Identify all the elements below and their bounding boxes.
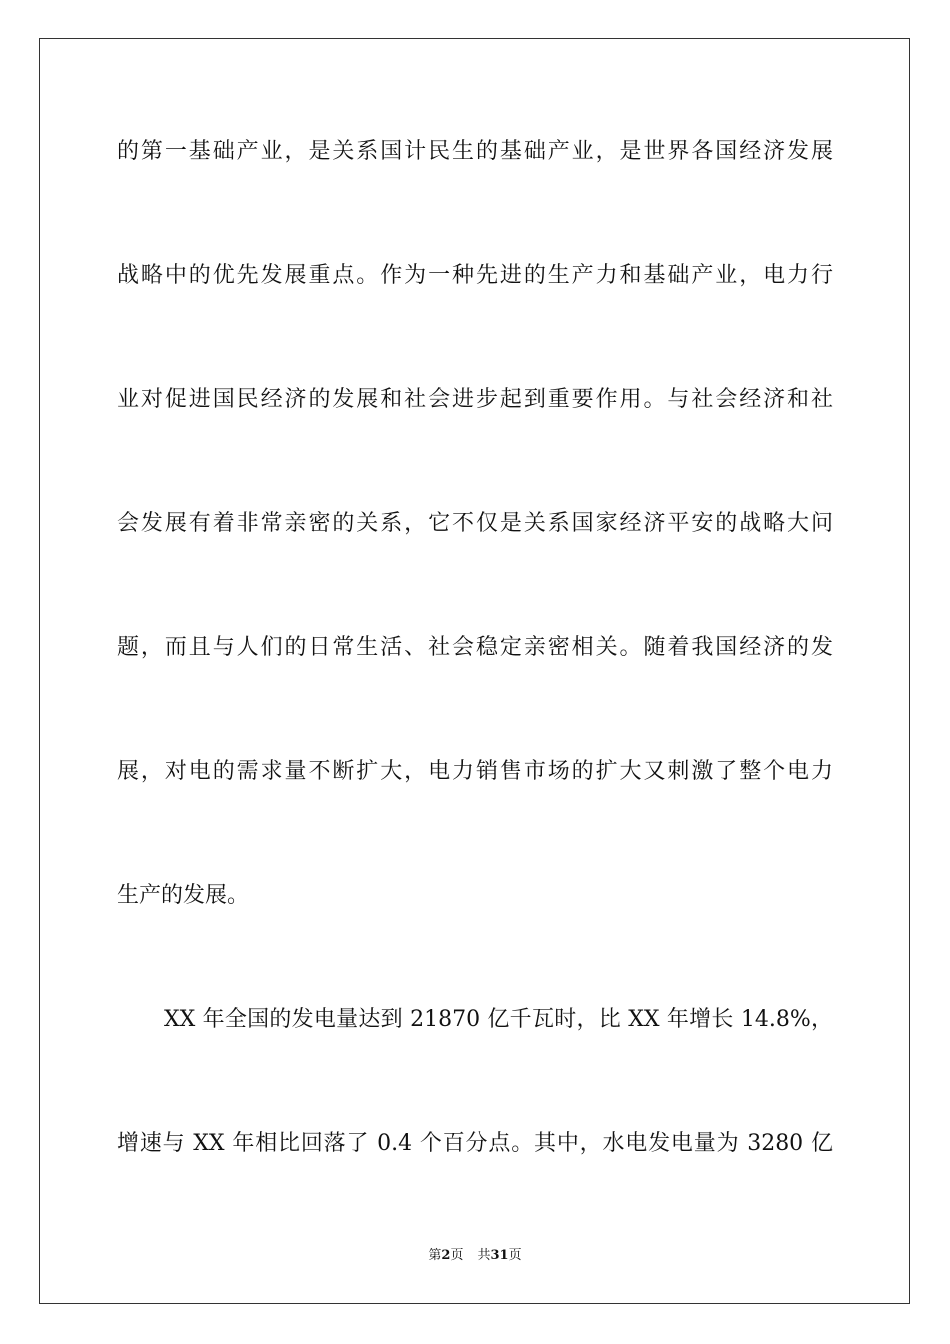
text-line: 会发展有着非常亲密的关系，它不仅是关系国家经济平安的战略大问 [117, 511, 833, 536]
text-line: 业对促进国民经济的发展和社会进步起到重要作用。与社会经济和社 [117, 387, 833, 412]
page-prefix: 第 [428, 1248, 442, 1263]
text-line: 生产的发展。 [117, 883, 250, 908]
total-prefix: 共 [477, 1248, 491, 1263]
total-suffix: 页 [508, 1248, 522, 1263]
page-footer [0, 1248, 950, 1264]
page-suffix: 页 [450, 1248, 464, 1263]
page-number: 2 [441, 1248, 451, 1263]
text-line: 题，而且与人们的日常生活、社会稳定亲密相关。随着我国经济的发 [117, 635, 833, 660]
page-border [39, 38, 910, 1304]
total-pages: 31 [490, 1248, 509, 1263]
text-line: XX 年全国的发电量达到 21870 亿千瓦时，比 XX 年增长 14.8%， [164, 1007, 833, 1032]
text-line: 展，对电的需求量不断扩大，电力销售市场的扩大又刺激了整个电力 [117, 759, 833, 784]
text-line: 增速与 XX 年相比回落了 0.4 个百分点。其中，水电发电量为 3280 亿 [117, 1131, 833, 1156]
text-line: 的第一基础产业，是关系国计民生的基础产业，是世界各国经济发展 [117, 139, 833, 164]
text-line: 战略中的优先发展重点。作为一种先进的生产力和基础产业，电力行 [117, 263, 833, 288]
